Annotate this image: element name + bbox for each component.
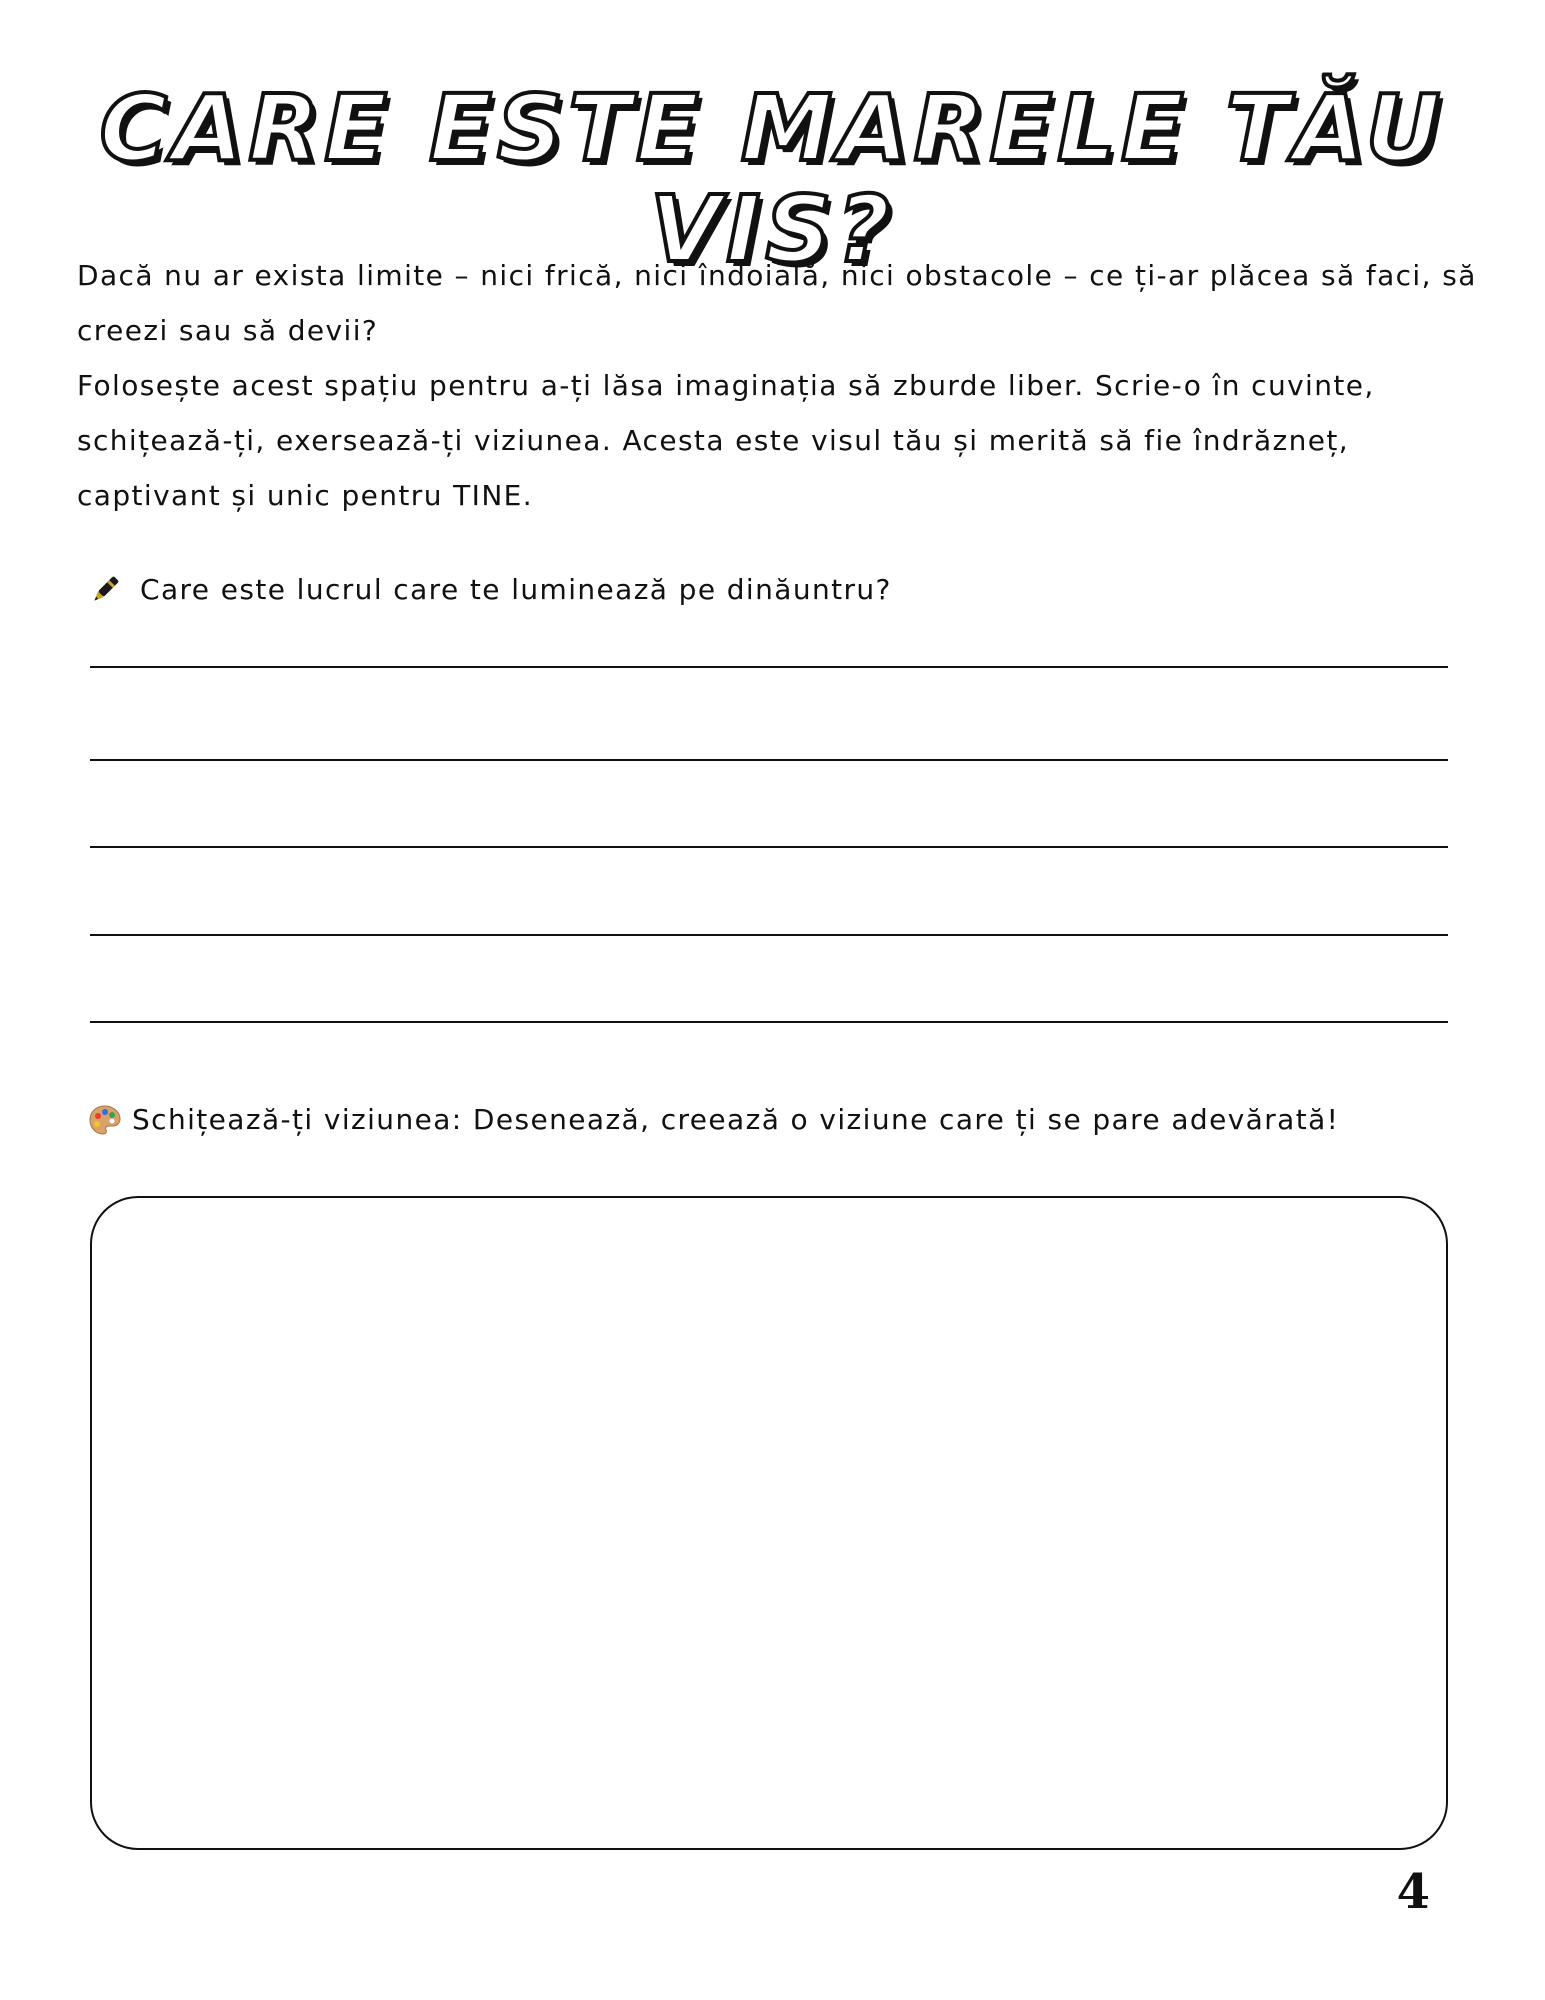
intro-paragraph-1: Dacă nu ar exista limite – nici frică, nici îndoială, nici obstacole – ce ți-ar plăcea să faci, să creezi sau să devii? — [77, 259, 1477, 347]
writing-prompt — [88, 570, 892, 610]
palette-icon — [88, 1103, 122, 1137]
sketch-prompt — [88, 1100, 1339, 1140]
page-title: CARE ESTE MARELE TĂU VIS? — [99, 75, 1446, 284]
page-number: 4 — [1396, 1864, 1430, 1920]
intro-text — [77, 248, 1477, 523]
writing-prompt-text: Care este lucrul care te luminează pe dinăuntru? — [140, 573, 892, 606]
pen-icon — [88, 573, 122, 607]
sketch-prompt-text: Schițează-ți viziunea: Desenează, creează o viziune care ți se pare adevărată! — [132, 1103, 1340, 1136]
intro-paragraph-2: Folosește acest spațiu pentru a-ți lăsa imaginația să zburde liber. Scrie-o în cuvinte, schițează-ți, exersează-ți viziunea. Acesta este visul tău și merită să fie îndrăzneț, captivant și unic pentru TINE. — [77, 369, 1375, 512]
writing-line[interactable] — [90, 934, 1448, 936]
writing-line[interactable] — [90, 666, 1448, 668]
sketch-area[interactable] — [90, 1196, 1448, 1850]
writing-line[interactable] — [90, 846, 1448, 848]
writing-line[interactable] — [90, 759, 1448, 761]
writing-line[interactable] — [90, 1021, 1448, 1023]
